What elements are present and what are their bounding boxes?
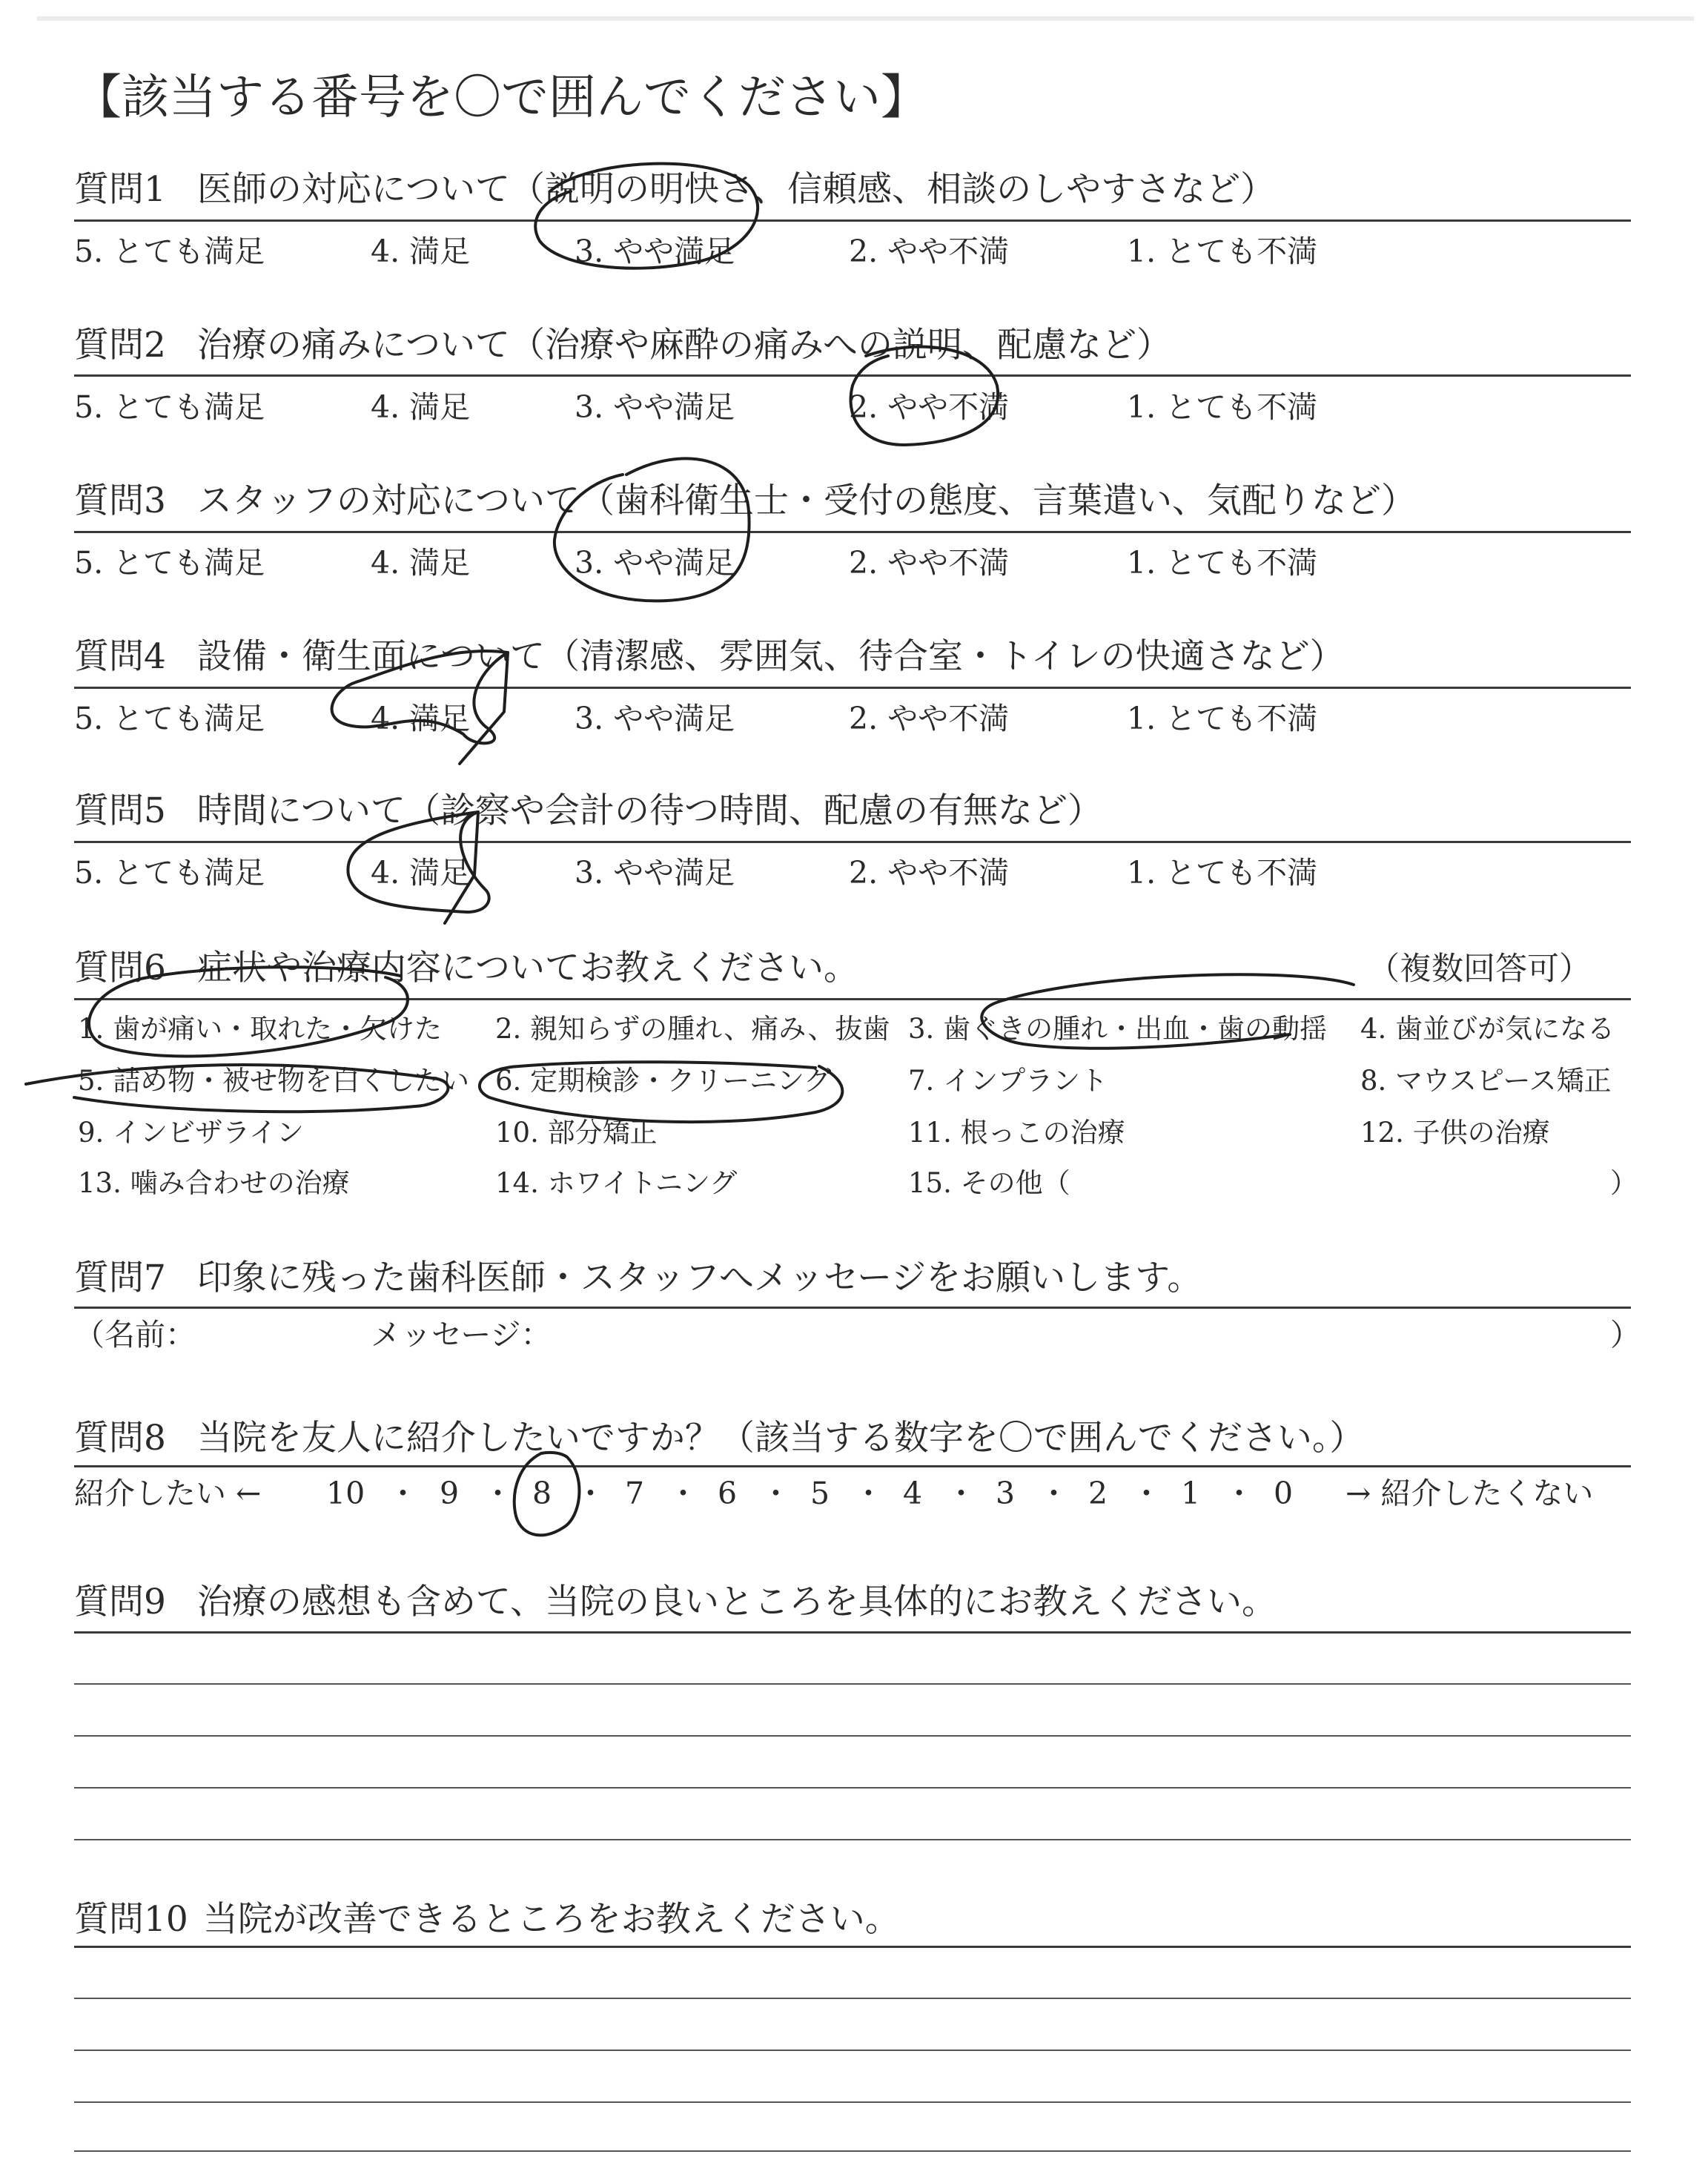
question-8-heading (74, 1416, 1364, 1462)
q6-item-1[interactable]: 1. 歯が痛い・取れた・欠けた (78, 1013, 443, 1045)
question-1-heading (74, 167, 1275, 213)
question-8-label: 質問8 (74, 1418, 166, 1459)
q1-option-4[interactable]: 4. 満足 (371, 234, 471, 269)
q6-item-12[interactable]: 12. 子供の治療 (1360, 1117, 1550, 1149)
q2-option-3[interactable]: 3. やや満足 (575, 389, 735, 425)
question-4-heading (74, 634, 1345, 680)
question-9-label: 質問9 (74, 1582, 166, 1622)
question-3-rule (74, 531, 1631, 533)
recommend-left-label: 紹介したい ← (74, 1476, 262, 1511)
q10-answer-line[interactable] (74, 2101, 1631, 2103)
score-sep: ・ (388, 1476, 418, 1511)
score-8[interactable]: 8 (532, 1476, 552, 1511)
question-10-heading (74, 1897, 900, 1943)
q9-answer-line[interactable] (74, 1631, 1631, 1634)
q1-option-3[interactable]: 3. やや満足 (575, 234, 735, 269)
question-8-rule (74, 1465, 1631, 1467)
question-2-text: 治療の痛みについて（治療や麻酔の痛みへの説明、配慮など） (196, 325, 1172, 366)
page-top-edge (37, 16, 1694, 21)
q2-option-2[interactable]: 2. やや不満 (849, 389, 1010, 425)
q3-option-2[interactable]: 2. やや不満 (849, 545, 1010, 581)
q3-option-5[interactable]: 5. とても満足 (74, 545, 265, 581)
q9-answer-line[interactable] (74, 1683, 1631, 1685)
question-2-label: 質問2 (74, 325, 166, 366)
q6-item-7[interactable]: 7. インプラント (908, 1065, 1108, 1097)
q2-option-4[interactable]: 4. 満足 (371, 389, 471, 425)
score-sep: ・ (575, 1476, 606, 1511)
score-9[interactable]: 9 (440, 1476, 460, 1511)
q4-option-2[interactable]: 2. やや不満 (849, 701, 1010, 736)
q1-option-1[interactable]: 1. とても不満 (1127, 234, 1318, 269)
score-sep: ・ (483, 1476, 513, 1511)
question-6-heading (74, 945, 858, 991)
q6-item-10[interactable]: 10. 部分矯正 (495, 1117, 658, 1149)
q6-item-13[interactable]: 13. 噛み合わせの治療 (78, 1167, 350, 1199)
question-2-heading (74, 323, 1171, 369)
q6-item-3[interactable]: 3. 歯ぐきの腫れ・出血・歯の動揺 (908, 1013, 1328, 1045)
score-3[interactable]: 3 (996, 1476, 1016, 1511)
question-4-label: 質問4 (74, 636, 166, 677)
question-7-text: 印象に残った歯科医師・スタッフへメッセージをお願いします。 (196, 1258, 1202, 1298)
recommend-right-label: → 紹介したくない (1345, 1476, 1594, 1511)
question-1-text: 医師の対応について（説明の明快さ、信頼感、相談のしやすさなど） (196, 169, 1276, 210)
question-3-heading (74, 478, 1416, 524)
score-1[interactable]: 1 (1181, 1476, 1201, 1511)
multiple-answers-note: （複数回答可） (1368, 951, 1591, 988)
question-5-label: 質問5 (74, 790, 166, 831)
question-8-text: 当院を友人に紹介したいですか？（該当する数字を〇で囲んでください。） (196, 1418, 1365, 1459)
question-2-rule (74, 374, 1631, 377)
question-1-rule (74, 219, 1631, 222)
question-3-label: 質問3 (74, 480, 166, 521)
question-4-text: 設備・衛生面について（清潔感、雰囲気、待合室・トイレの快適さなど） (196, 636, 1345, 677)
score-sep: ・ (668, 1476, 698, 1511)
score-7[interactable]: 7 (625, 1476, 645, 1511)
q6-item-14[interactable]: 14. ホワイトニング (495, 1167, 738, 1199)
q4-option-3[interactable]: 3. やや満足 (575, 701, 735, 736)
q6-item-15-other[interactable]: 15. その他（ (908, 1167, 1070, 1199)
q2-option-5[interactable]: 5. とても満足 (74, 389, 265, 425)
question-9-text: 治療の感想も含めて、当院の良いところを具体的にお教えください。 (196, 1582, 1277, 1622)
q9-answer-line[interactable] (74, 1735, 1631, 1737)
score-6[interactable]: 6 (718, 1476, 738, 1511)
question-6-label: 質問6 (74, 948, 166, 988)
score-sep: ・ (761, 1476, 791, 1511)
question-5-rule (74, 841, 1631, 843)
q6-item-4[interactable]: 4. 歯並びが気になる (1360, 1013, 1615, 1045)
score-0[interactable]: 0 (1274, 1476, 1294, 1511)
score-sep: ・ (1224, 1476, 1254, 1511)
name-label: （名前： (74, 1317, 196, 1353)
q6-item-11[interactable]: 11. 根っこの治療 (908, 1117, 1125, 1149)
q1-option-5[interactable]: 5. とても満足 (74, 234, 265, 269)
q1-option-2[interactable]: 2. やや不満 (849, 234, 1010, 269)
question-7-label: 質問7 (74, 1258, 166, 1298)
q10-answer-line[interactable] (74, 1946, 1631, 1948)
q6-other-close-paren: ） (1610, 1167, 1638, 1199)
score-sep: ・ (946, 1476, 976, 1511)
question-4-rule (74, 687, 1631, 689)
question-7-rule (74, 1307, 1631, 1309)
q5-option-1[interactable]: 1. とても不満 (1127, 855, 1318, 891)
question-7-heading (74, 1255, 1202, 1301)
q4-option-1[interactable]: 1. とても不満 (1127, 701, 1318, 736)
q10-answer-line[interactable] (74, 2150, 1631, 2152)
score-sep: ・ (1131, 1476, 1162, 1511)
message-label: メッセージ： (371, 1317, 552, 1353)
q9-answer-line[interactable] (74, 1839, 1631, 1840)
question-3-text: スタッフの対応について（歯科衛生士・受付の態度、言葉遣い、気配りなど） (196, 480, 1416, 521)
q10-answer-line[interactable] (74, 2050, 1631, 2051)
q6-item-2[interactable]: 2. 親知らずの腫れ、痛み、抜歯 (495, 1013, 890, 1045)
score-10[interactable]: 10 (326, 1476, 365, 1511)
score-sep: ・ (853, 1476, 884, 1511)
q5-option-4[interactable]: 4. 満足 (371, 855, 471, 891)
question-10-text: 当院が改善できるところをお教えください。 (202, 1899, 900, 1940)
q4-option-4[interactable]: 4. 満足 (371, 701, 471, 736)
q7-close-paren: ） (1610, 1317, 1641, 1353)
q5-option-2[interactable]: 2. やや不満 (849, 855, 1010, 891)
q6-item-8[interactable]: 8. マウスピース矯正 (1360, 1065, 1612, 1097)
q3-option-3[interactable]: 3. やや満足 (575, 545, 735, 581)
q6-item-5[interactable]: 5. 詰め物・被せ物を白くしたい (78, 1065, 470, 1097)
q5-option-3[interactable]: 3. やや満足 (575, 855, 735, 891)
question-6-rule (74, 998, 1631, 1000)
question-9-heading (74, 1579, 1277, 1625)
question-1-label: 質問1 (74, 169, 166, 210)
q3-option-1[interactable]: 1. とても不満 (1127, 545, 1318, 581)
q10-answer-line[interactable] (74, 1998, 1631, 1999)
q9-answer-line[interactable] (74, 1787, 1631, 1789)
score-5[interactable]: 5 (810, 1476, 830, 1511)
form-title: 【該当する番号を〇で囲んでください】 (74, 70, 928, 125)
q6-item-9[interactable]: 9. インビザライン (78, 1117, 304, 1149)
q2-option-1[interactable]: 1. とても不満 (1127, 389, 1318, 425)
q4-option-5[interactable]: 5. とても満足 (74, 701, 265, 736)
question-5-text: 時間について（診察や会計の待つ時間、配慮の有無など） (196, 790, 1102, 831)
score-2[interactable]: 2 (1088, 1476, 1108, 1511)
q3-option-4[interactable]: 4. 満足 (371, 545, 471, 581)
score-sep: ・ (1039, 1476, 1069, 1511)
score-4[interactable]: 4 (903, 1476, 923, 1511)
q5-option-5[interactable]: 5. とても満足 (74, 855, 265, 891)
question-10-label: 質問10 (74, 1899, 188, 1940)
question-6-text: 症状や治療内容についてお教えください。 (196, 948, 858, 988)
question-5-heading (74, 788, 1102, 834)
q6-item-6[interactable]: 6. 定期検診・クリーニング (495, 1065, 832, 1097)
